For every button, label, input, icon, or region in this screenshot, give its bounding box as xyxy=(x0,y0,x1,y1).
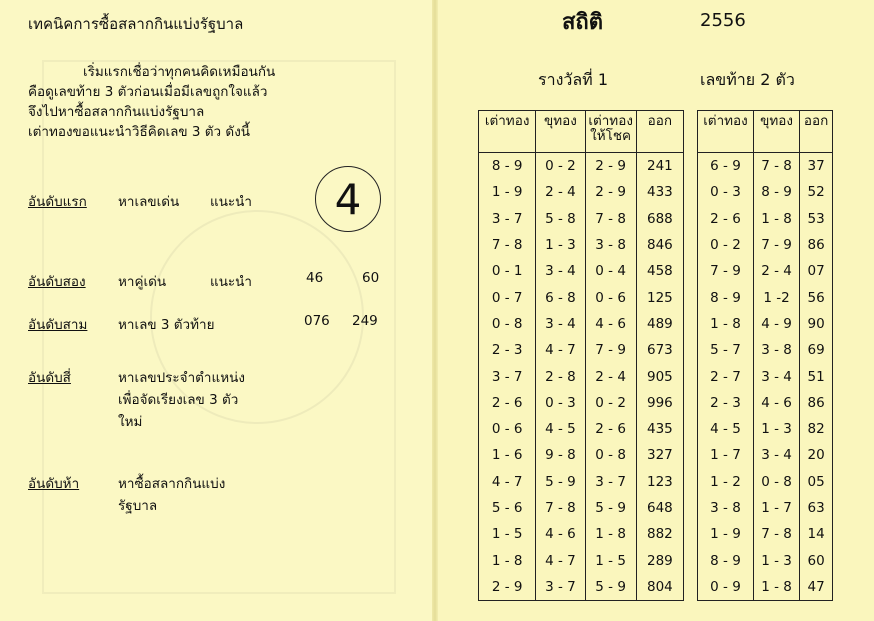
table-cell: 07 xyxy=(800,258,833,284)
rank-value: 076 xyxy=(304,313,330,329)
col-header: ขุทอง xyxy=(536,111,585,153)
table-cell: 6 - 9 xyxy=(698,153,754,180)
table-cell: 4 - 5 xyxy=(698,416,754,442)
intro-line-1: เริ่มแรกเชื่อว่าทุกคนคิดเหมือนกัน xyxy=(83,64,276,80)
rank-text: หาเลข 3 ตัวท้าย xyxy=(118,317,215,333)
table-row xyxy=(479,337,684,363)
stats-title: สถิติ xyxy=(562,10,604,35)
col-header: ออก xyxy=(800,111,833,153)
table-cell: 882 xyxy=(636,521,683,547)
rank-note: แนะนำ xyxy=(210,274,252,290)
rank-text: หาซื้อสลากกินแบ่ง xyxy=(118,476,226,492)
table-row xyxy=(479,153,684,180)
table-row xyxy=(698,337,833,363)
table-row xyxy=(698,232,833,258)
table-cell: 47 xyxy=(800,574,833,601)
table-row xyxy=(479,258,684,284)
table-cell: 1 - 8 xyxy=(585,521,636,547)
table-cell: 2 - 7 xyxy=(698,363,754,389)
table-cell: 2 - 9 xyxy=(479,574,536,601)
rank-text: รัฐบาล xyxy=(118,498,158,514)
table-cell: 3 - 8 xyxy=(698,495,754,521)
table-cell: 82 xyxy=(800,416,833,442)
table-cell: 1 - 3 xyxy=(536,232,585,258)
table-cell: 7 - 9 xyxy=(585,337,636,363)
table-row xyxy=(698,179,833,205)
table-cell: 3 - 4 xyxy=(753,363,799,389)
table-cell: 53 xyxy=(800,206,833,232)
table-cell: 1 - 8 xyxy=(753,574,799,601)
table-cell: 327 xyxy=(636,442,683,468)
first-prize-table xyxy=(478,110,684,601)
table-cell: 9 - 8 xyxy=(536,442,585,468)
table-row xyxy=(698,284,833,310)
table-row xyxy=(698,206,833,232)
rank-text: เพื่อจัดเรียงเลข 3 ตัว xyxy=(118,392,239,408)
table-cell: 0 - 3 xyxy=(698,179,754,205)
table-cell: 4 - 6 xyxy=(585,311,636,337)
table-cell: 1 - 7 xyxy=(698,442,754,468)
col-header: เต่าทอง xyxy=(479,111,536,153)
table-cell: 0 - 8 xyxy=(753,469,799,495)
table-cell: 0 - 2 xyxy=(698,232,754,258)
table-cell: 648 xyxy=(636,495,683,521)
table-cell: 86 xyxy=(800,390,833,416)
intro-line-3: จึงไปหาซื้อสลากกินแบ่งรัฐบาล xyxy=(28,104,205,120)
table-cell: 688 xyxy=(636,206,683,232)
table-cell: 2 - 9 xyxy=(585,179,636,205)
table-cell: 0 - 1 xyxy=(479,258,536,284)
table-row xyxy=(479,179,684,205)
table-cell: 52 xyxy=(800,179,833,205)
table-row xyxy=(479,495,684,521)
rank-text: ใหม่ xyxy=(118,414,143,430)
table-cell: 90 xyxy=(800,311,833,337)
table-cell: 20 xyxy=(800,442,833,468)
table-row xyxy=(479,390,684,416)
rank-value: 60 xyxy=(362,270,380,286)
table-cell: 1 - 9 xyxy=(698,521,754,547)
left-page-title: เทคนิคการซื้อสลากกินแบ่งรัฐบาล xyxy=(28,15,244,33)
table-cell: 2 - 4 xyxy=(753,258,799,284)
table-cell: 86 xyxy=(800,232,833,258)
table-cell: 1 - 8 xyxy=(479,547,536,573)
table-cell: 69 xyxy=(800,337,833,363)
table-cell: 905 xyxy=(636,363,683,389)
table-row xyxy=(479,547,684,573)
table-cell: 0 - 7 xyxy=(479,284,536,310)
table-row xyxy=(479,363,684,389)
first-prize-subtitle: รางวัลที่ 1 xyxy=(538,70,608,89)
table-cell: 4 - 5 xyxy=(536,416,585,442)
rank-label: อันดับแรก xyxy=(28,194,87,210)
table-row xyxy=(698,495,833,521)
table-cell: 8 - 9 xyxy=(479,153,536,180)
table-cell: 673 xyxy=(636,337,683,363)
table-cell: 0 - 4 xyxy=(585,258,636,284)
col-header: เต่าทองให้โชค xyxy=(585,111,636,153)
table-cell: 2 - 4 xyxy=(585,363,636,389)
table-cell: 7 - 8 xyxy=(585,206,636,232)
page-number: 4 xyxy=(334,174,362,224)
col-header: ขุทอง xyxy=(753,111,799,153)
table-cell: 05 xyxy=(800,469,833,495)
table-cell: 3 - 4 xyxy=(536,258,585,284)
table-cell: 2 - 4 xyxy=(536,179,585,205)
table-header-row xyxy=(698,111,833,153)
table-cell: 1 - 8 xyxy=(753,206,799,232)
table-cell: 3 - 7 xyxy=(479,206,536,232)
table-cell: 4 - 7 xyxy=(536,337,585,363)
table-row xyxy=(479,442,684,468)
table-cell: 289 xyxy=(636,547,683,573)
table-cell: 1 - 7 xyxy=(753,495,799,521)
table-cell: 4 - 6 xyxy=(536,521,585,547)
table-cell: 8 - 9 xyxy=(753,179,799,205)
rank-label: อันดับสาม xyxy=(28,317,88,333)
table-cell: 0 - 2 xyxy=(536,153,585,180)
table-cell: 4 - 7 xyxy=(479,469,536,495)
table-cell: 7 - 8 xyxy=(536,495,585,521)
table-row xyxy=(698,153,833,180)
table-cell: 14 xyxy=(800,521,833,547)
table-cell: 60 xyxy=(800,547,833,573)
table-cell: 1 - 5 xyxy=(585,547,636,573)
table-cell: 1 - 3 xyxy=(753,547,799,573)
table-cell: 0 - 8 xyxy=(585,442,636,468)
rank-text: หาเลขเด่น xyxy=(118,194,180,210)
table-cell: 1 - 2 xyxy=(698,469,754,495)
table-row xyxy=(479,574,684,601)
table-cell: 0 - 2 xyxy=(585,390,636,416)
table-cell: 5 - 9 xyxy=(585,574,636,601)
book-spine xyxy=(432,0,438,621)
table-row xyxy=(698,311,833,337)
table-row xyxy=(698,469,833,495)
table-cell: 3 - 7 xyxy=(536,574,585,601)
table-row xyxy=(479,311,684,337)
table-cell: 7 - 8 xyxy=(753,521,799,547)
rank-note: แนะนำ xyxy=(210,194,252,210)
table-cell: 241 xyxy=(636,153,683,180)
table-row xyxy=(698,416,833,442)
last-two-subtitle: เลขท้าย 2 ตัว xyxy=(700,70,795,89)
table-row xyxy=(479,416,684,442)
rank-text: หาคู่เด่น xyxy=(118,274,167,290)
col-header: เต่าทอง xyxy=(698,111,754,153)
table-row xyxy=(479,469,684,495)
table-cell: 3 - 8 xyxy=(753,337,799,363)
table-cell: 5 - 6 xyxy=(479,495,536,521)
table-cell: 37 xyxy=(800,153,833,180)
rank-label: อันดับสอง xyxy=(28,274,86,290)
table-cell: 6 - 8 xyxy=(536,284,585,310)
table-cell: 3 - 4 xyxy=(536,311,585,337)
table-cell: 4 - 9 xyxy=(753,311,799,337)
table-row xyxy=(698,442,833,468)
table-cell: 435 xyxy=(636,416,683,442)
table-cell: 5 - 9 xyxy=(585,495,636,521)
table-row xyxy=(479,284,684,310)
table-row xyxy=(698,363,833,389)
rank-value: 46 xyxy=(306,270,324,286)
table-cell: 51 xyxy=(800,363,833,389)
rank-label: อันดับห้า xyxy=(28,476,80,492)
rank-value: 249 xyxy=(352,313,378,329)
table-cell: 123 xyxy=(636,469,683,495)
rank-text: หาเลขประจำตำแหน่ง xyxy=(118,370,245,386)
table-cell: 996 xyxy=(636,390,683,416)
table-cell: 1 - 5 xyxy=(479,521,536,547)
table-cell: 489 xyxy=(636,311,683,337)
table-cell: 1 - 3 xyxy=(753,416,799,442)
table-header-row xyxy=(479,111,684,153)
table-row xyxy=(698,521,833,547)
table-cell: 0 - 9 xyxy=(698,574,754,601)
table-cell: 3 - 7 xyxy=(585,469,636,495)
col-header: ออก xyxy=(636,111,683,153)
table-cell: 2 - 8 xyxy=(536,363,585,389)
table-cell: 0 - 3 xyxy=(536,390,585,416)
table-cell: 804 xyxy=(636,574,683,601)
table-cell: 5 - 8 xyxy=(536,206,585,232)
table-cell: 433 xyxy=(636,179,683,205)
table-cell: 1 - 8 xyxy=(698,311,754,337)
table-row xyxy=(698,390,833,416)
table-cell: 1 - 6 xyxy=(479,442,536,468)
table-cell: 3 - 7 xyxy=(479,363,536,389)
table-cell: 2 - 6 xyxy=(479,390,536,416)
table-cell: 1 - 9 xyxy=(479,179,536,205)
table-cell: 125 xyxy=(636,284,683,310)
table-cell: 8 - 9 xyxy=(698,547,754,573)
table-cell: 7 - 9 xyxy=(753,232,799,258)
rank-label: อันดับสี่ xyxy=(28,370,71,386)
table-cell: 2 - 6 xyxy=(698,206,754,232)
table-row xyxy=(698,258,833,284)
page-number-circle xyxy=(315,166,381,232)
table-cell: 7 - 8 xyxy=(753,153,799,180)
table-cell: 3 - 8 xyxy=(585,232,636,258)
table-row xyxy=(479,206,684,232)
table-cell: 0 - 8 xyxy=(479,311,536,337)
table-cell: 458 xyxy=(636,258,683,284)
table-cell: 5 - 9 xyxy=(536,469,585,495)
table-row xyxy=(479,232,684,258)
table-cell: 846 xyxy=(636,232,683,258)
table-cell: 56 xyxy=(800,284,833,310)
table-cell: 63 xyxy=(800,495,833,521)
table-cell: 2 - 9 xyxy=(585,153,636,180)
table-row xyxy=(479,521,684,547)
table-cell: 0 - 6 xyxy=(585,284,636,310)
table-cell: 7 - 9 xyxy=(698,258,754,284)
table-cell: 3 - 4 xyxy=(753,442,799,468)
table-cell: 4 - 7 xyxy=(536,547,585,573)
last-two-table xyxy=(697,110,833,601)
table-cell: 2 - 3 xyxy=(698,390,754,416)
table-cell: 4 - 6 xyxy=(753,390,799,416)
table-cell: 1 -2 xyxy=(753,284,799,310)
table-cell: 2 - 3 xyxy=(479,337,536,363)
table-row xyxy=(698,574,833,601)
table-row xyxy=(698,547,833,573)
table-cell: 5 - 7 xyxy=(698,337,754,363)
intro-line-2: คือดูเลขท้าย 3 ตัวก่อนเมื่อมีเลขถูกใจแล้ว xyxy=(28,84,268,100)
table-cell: 0 - 6 xyxy=(479,416,536,442)
stats-year: 2556 xyxy=(700,10,746,31)
table-cell: 8 - 9 xyxy=(698,284,754,310)
table-cell: 2 - 6 xyxy=(585,416,636,442)
table-cell: 7 - 8 xyxy=(479,232,536,258)
intro-line-4: เต่าทองขอแนะนำวิธีคิดเลข 3 ตัว ดังนี้ xyxy=(28,124,251,140)
